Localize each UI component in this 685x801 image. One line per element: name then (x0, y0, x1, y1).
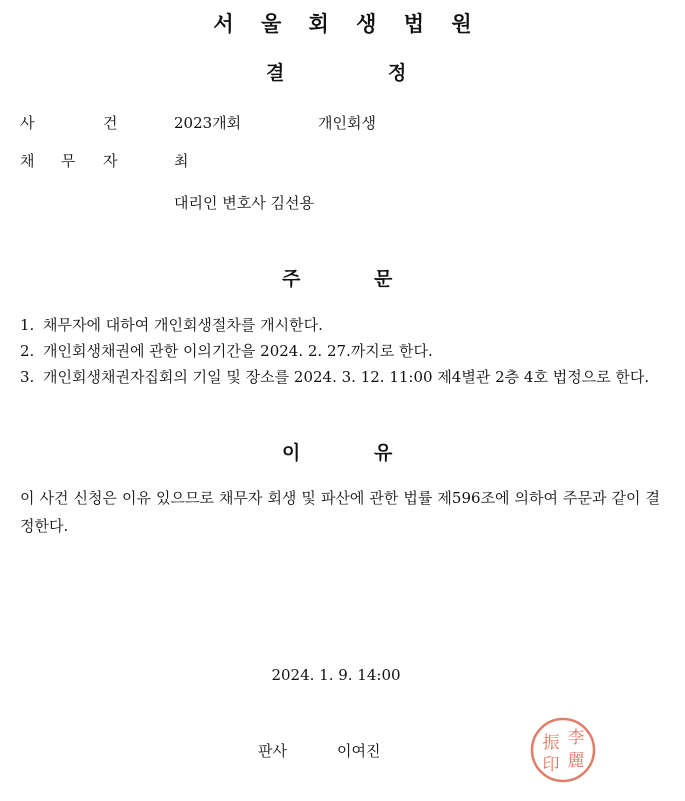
court-name-char: 법 (403, 12, 425, 36)
order-item-text: 개인회생채권자집회의 기일 및 장소를 2024. 3. 12. 11:00 제4별관 2층 4호 법정으로 한다. (43, 368, 650, 386)
debtor-name: 최 (174, 152, 189, 170)
order-item-text: 개인회생채권에 관한 이의기간을 2024. 2. 27.까지로 한다. (43, 342, 433, 360)
order-item (20, 338, 660, 364)
case-label-char: 사 (20, 114, 35, 132)
debtor-label-char: 자 (103, 152, 118, 170)
order-heading-second: 문 (374, 268, 393, 290)
order-item (20, 312, 660, 338)
order-heading-first: 주 (282, 268, 301, 290)
court-name-char: 울 (260, 12, 282, 36)
seal-ring (532, 719, 594, 781)
judge-label: 판사 (258, 742, 287, 760)
court-name-char: 생 (356, 12, 377, 36)
judge-name: 이여진 (337, 742, 381, 760)
reason-heading-first: 이 (282, 442, 301, 464)
reason-heading-second: 유 (374, 442, 393, 464)
seal-char: 麗 (567, 751, 585, 771)
debtor-agent: 대리인 변호사 김선용 (174, 194, 314, 212)
doc-title-first: 결 (266, 62, 285, 84)
court-name-char: 회 (308, 12, 329, 36)
doc-title-second: 정 (388, 62, 407, 84)
order-item (20, 364, 660, 390)
court-name-char: 서 (213, 12, 234, 36)
case-label-char: 건 (103, 114, 118, 132)
order-item-number: 2. (20, 342, 35, 360)
court-name-char: 원 (451, 12, 472, 36)
reason-text: 이 사건 신청은 이유 있으므로 채무자 회생 및 파산에 관한 법률 제596조에 의하여 주문과 같이 결정한다. (20, 489, 660, 535)
order-list (20, 312, 660, 390)
decision-datetime: 2024. 1. 9. 14:00 (271, 666, 401, 684)
order-item-number: 1. (20, 316, 35, 334)
debtor-label-char: 무 (61, 152, 76, 170)
seal-char: 李 (567, 728, 585, 748)
case-number: 2023개회 (174, 114, 242, 132)
seal-char: 印 (542, 755, 560, 775)
case-type: 개인회생 (318, 114, 376, 132)
debtor-label-char: 채 (20, 152, 35, 170)
seal-char: 振 (542, 733, 560, 753)
order-item-number: 3. (20, 368, 35, 386)
court-name (0, 8, 685, 38)
order-item-text: 채무자에 대하여 개인회생절차를 개시한다. (43, 316, 323, 334)
judge-seal-stamp (529, 716, 597, 784)
